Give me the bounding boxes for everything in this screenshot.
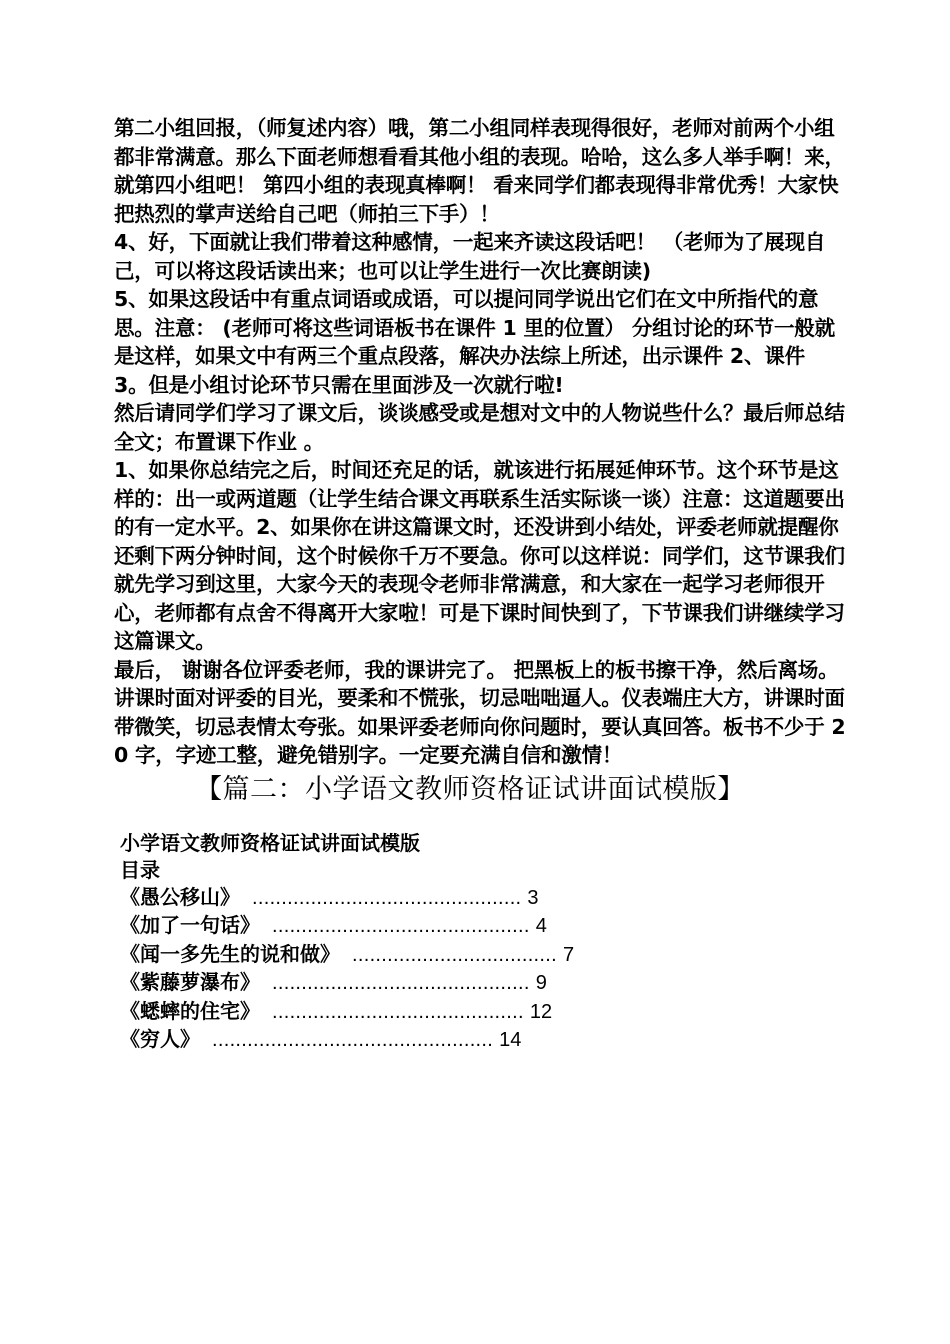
toc-entry[interactable] [120,884,846,913]
toc-page-number: 3 [527,886,539,909]
body-paragraph-6: 然后请同学们学习了课文后，谈谈感受或是想对文中的人物说些什么？最后师总结全文；布置课下作业 。 [114,401,845,454]
toc-leader-dots: ............................................ [272,972,530,994]
body-paragraph-7: 1、如果你总结完之后，时间还充足的话，就该进行拓展延伸环节。这个环节是这样的：出一或两道题（让学生结合课文再联系生活实际谈一谈）注意：这道题要出的有一定水平。2、如果你在讲这篇课文时，还没讲到小结处，评委老师就提醒你还剩下两分钟时间，这个时候你千万不要急。你可以这样说：同学们，这节课我们就先学习到这里，大家今天的表现令老师非常满意，和大家在一起学习老师很开心，老师都有点舍不得离开大家啦！可是下课时间快到了，下节课我们讲继续学习这篇课文。 [114,458,845,653]
toc-entry[interactable] [120,998,846,1027]
body-paragraph-5: 3。但是小组讨论环节只需在里面涉及一次就行啦! [114,372,564,397]
toc-leader-dots: ................................... [352,943,557,966]
toc-page-number: 14 [499,1029,522,1051]
toc-page-number: 12 [529,1000,553,1023]
toc-leader-dots: ............................................ [272,915,530,937]
body-paragraph-8: 最后， 谢谢各位评委老师，我的课讲完了。 把黑板上的板书擦干净，然后离场。 [114,657,839,682]
toc-entry-title: 《穷人》 [120,1027,200,1051]
table-of-contents [114,830,846,1055]
toc-entry-title: 《蟋蟀的住宅》 [120,998,260,1023]
toc-page-number: 4 [535,915,547,937]
toc-entry-title: 《加了一句话》 [120,913,260,937]
body-paragraph-3: 5、如果这段话中有重点词语或成语，可以提问同学说出它们在文中所指代的意 [114,287,819,311]
toc-heading: 目录 [120,857,160,882]
toc-leader-dots: ................................................ [212,1029,494,1051]
body-paragraph-1: 第二小组回报，（师复述内容）哦，第二小组同样表现得很好，老师对前两个小组都非常满意。那么下面老师想看看其他小组的表现。哈哈，这么多人举手啊！来，就第四小组吧！ 第四小组的表现真棒啊！ 看来同学们都表现得非常优秀！大家快把热烈的掌声送给自己吧（师拍三下手）！ [114,116,845,226]
section-title: 【篇二：小学语文教师资格证试讲面试模版】 [195,773,745,805]
body-paragraph-2: 4、好，下面就让我们带着这种感情，一起来齐读这段话吧！ （老师为了展现自己，可以将这段话读出来；也可以让学生进行一次比赛朗读) [114,230,826,283]
toc-entry-title: 《紫藤萝瀑布》 [120,970,260,994]
body-paragraph-9: 讲课时面对评委的目光，要柔和不慌张，切忌咄咄逼人。仪表端庄大方，讲课时面带微笑，切忌表情太夸张。如果评委老师向你问题时，要认真回答。板书不少于 20 字，字迹工整，避免错别字。一定要充满自信和激情！ [114,686,846,767]
toc-entry[interactable] [120,912,846,941]
document-page [114,114,846,1055]
toc-page-number: 7 [562,943,575,966]
toc-entry[interactable] [120,969,846,998]
body-paragraph-4: 思。注意： (老师可将这些词语板书在课件 1 里的位置） 分组讨论的环节一般就是这样，如果文中有两三个重点段落，解决办法综上所述，出示课件 2、课件 [114,315,835,368]
toc-leader-dots: ........................................... [272,1000,524,1023]
toc-entry[interactable] [120,1026,846,1055]
toc-leader-dots: .............................................. [252,886,522,909]
toc-entry-title: 《愚公移山》 [120,884,240,909]
toc-page-number: 9 [535,972,547,994]
toc-entry[interactable] [120,941,846,970]
toc-title: 小学语文教师资格证试讲面试模版 [120,830,420,855]
toc-entry-title: 《闻一多先生的说和做》 [120,941,340,966]
